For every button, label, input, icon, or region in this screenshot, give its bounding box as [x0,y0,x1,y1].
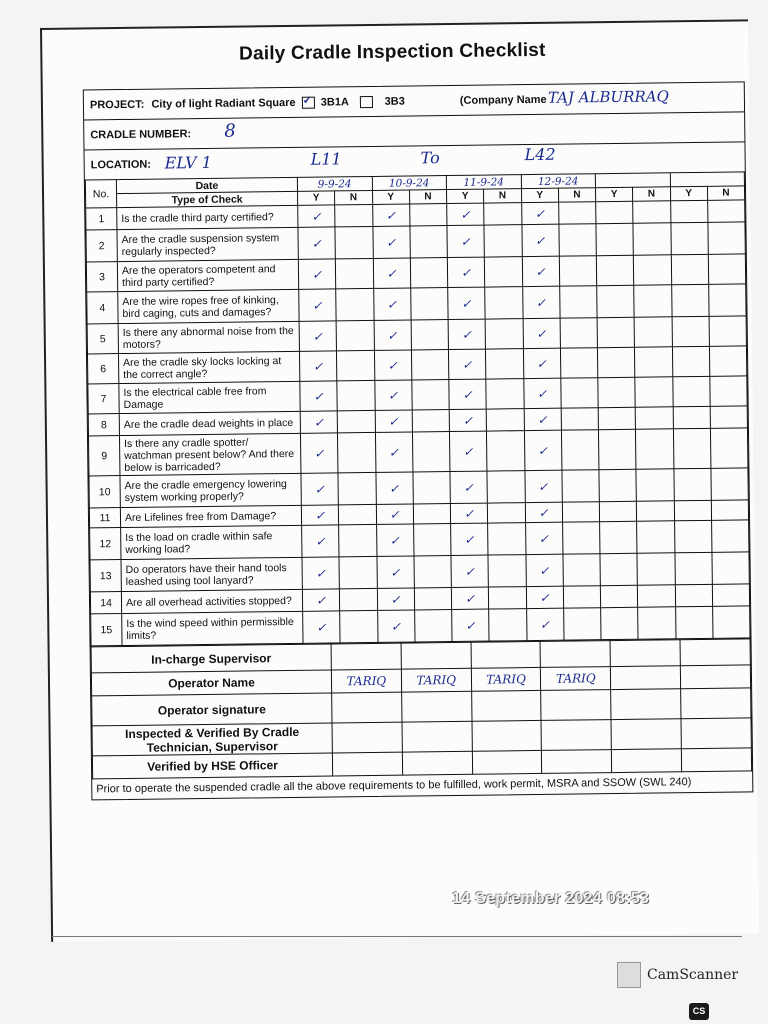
check-cell[interactable] [485,287,523,319]
camscanner-watermark [617,962,738,988]
company-value: TAJ ALBURRAQ [547,87,669,107]
yes-tick-mark[interactable]: ✓ [298,227,336,259]
check-cell[interactable] [635,347,673,377]
check-cell[interactable] [674,500,711,520]
check-cell[interactable] [336,320,374,350]
check-cell[interactable] [596,255,634,285]
check-cell[interactable] [598,407,636,429]
yes-tick-mark[interactable]: ✓ [524,430,562,470]
yes-tick-mark[interactable]: ✓ [377,610,415,642]
type-of-check-header: Type of Check [117,191,298,207]
yes-tick-mark[interactable]: ✓ [522,256,560,286]
yes-tick-mark[interactable]: ✓ [299,289,337,321]
signature-cell[interactable] [541,720,611,751]
check-cell[interactable] [600,521,638,553]
check-cell[interactable] [414,588,452,610]
check-cell[interactable] [485,257,523,287]
footer-note: Prior to operate the suspended cradle all the above requirements to be fulfilled, work permit, MSRA and SSOW (SWL 240) [96,776,692,796]
check-cell[interactable] [673,406,711,428]
row-number: 8 [88,414,119,436]
row-number: 6 [87,354,118,384]
option-3b1a-label: 3B1A [320,96,349,109]
operator-signature-row-label: Operator signature [92,693,332,726]
check-cell[interactable] [410,258,448,288]
yes-tick-mark[interactable]: ✓ [302,525,340,557]
check-cell[interactable] [340,610,378,642]
page-edge-line [52,936,742,937]
yes-tick-mark[interactable]: ✓ [447,203,485,225]
location-value-2: L11 [310,149,342,169]
check-cell[interactable] [709,346,747,376]
check-cell[interactable] [486,409,524,431]
no-column-header: N [633,187,670,201]
check-cell[interactable] [674,552,712,584]
signature-cell[interactable] [681,688,751,719]
yes-tick-mark[interactable]: ✓ [450,471,488,503]
yes-tick-mark[interactable]: ✓ [450,503,487,523]
check-cell[interactable] [411,350,449,380]
check-question: Are the operators competent and third party certified? [117,259,298,291]
check-question: Are the cradle suspension system regularly inspected? [117,227,298,261]
yes-tick-mark[interactable]: ✓ [374,320,412,350]
check-cell[interactable] [487,471,525,503]
check-question: Is the cradle third party certified? [117,205,298,229]
operator-name-value[interactable]: TARIQ [331,669,401,693]
yes-tick-mark[interactable]: ✓ [376,504,413,524]
check-cell[interactable] [636,429,674,469]
checklist-form [83,81,754,800]
yes-tick-mark[interactable]: ✓ [302,589,340,611]
yes-tick-mark[interactable]: ✓ [523,378,561,408]
check-cell[interactable] [638,585,676,607]
yes-tick-mark[interactable]: ✓ [447,257,485,287]
operator-name-row-label: Operator Name [91,670,331,696]
location-value-3: To [420,148,440,168]
date-cell: 11-9-24 [446,175,521,190]
scan-timestamp: 14 September 2024 08:53 [452,890,650,907]
row-number: 14 [90,592,121,614]
check-cell[interactable] [712,584,750,606]
check-cell[interactable] [410,226,448,258]
yes-tick-mark[interactable]: ✓ [451,523,489,555]
check-question: Are the wire ropes free of kinking, bird caging, cuts and damages? [118,289,299,323]
signature-cell[interactable] [332,722,402,753]
check-cell[interactable] [637,553,675,585]
yes-tick-mark[interactable]: ✓ [521,224,559,256]
yes-tick-mark[interactable]: ✓ [451,587,489,609]
hse-officer-row-label: Verified by HSE Officer [92,753,332,779]
yes-tick-mark[interactable]: ✓ [376,524,414,556]
check-cell[interactable] [596,201,634,223]
check-question: Is there any cradle spotter/ watchman present below? And there below is barricaded? [119,433,300,475]
check-cell[interactable] [600,553,638,585]
yes-tick-mark[interactable]: ✓ [523,348,561,378]
check-cell[interactable] [338,472,376,504]
check-cell[interactable] [486,349,524,379]
yes-tick-mark[interactable]: ✓ [524,470,562,502]
row-number: 7 [88,384,119,414]
signature-cell[interactable] [332,692,402,723]
check-question: Is the load on cradle within safe working load? [121,525,302,559]
signature-cell[interactable] [332,752,402,776]
signature-table [91,638,753,779]
yes-column-header: Y [372,190,409,204]
check-cell[interactable] [561,408,599,430]
check-cell[interactable] [562,470,600,502]
check-cell[interactable] [559,286,597,318]
yes-tick-mark[interactable]: ✓ [300,381,338,411]
row-number: 13 [90,560,121,592]
signature-cell[interactable] [611,689,681,720]
yes-tick-mark[interactable]: ✓ [525,554,563,586]
yes-tick-mark[interactable]: ✓ [526,608,564,640]
check-cell[interactable] [633,201,671,223]
yes-tick-mark[interactable]: ✓ [525,502,562,522]
check-cell[interactable] [409,204,447,226]
signature-cell[interactable] [611,666,681,690]
inspected-verified-row-label: Inspected & Verified By Cradle Technician, Supervisor [92,723,332,756]
yes-tick-mark[interactable]: ✓ [525,522,563,554]
check-cell[interactable] [709,316,747,346]
signature-cell[interactable] [611,719,681,750]
yes-tick-mark[interactable]: ✓ [372,204,410,226]
signature-cell[interactable] [401,642,471,669]
yes-tick-mark[interactable]: ✓ [522,286,560,318]
signature-cell[interactable] [612,749,682,773]
check-question: Do operators have their hand tools leashed using tool lanyard? [121,557,302,591]
check-cell[interactable] [558,202,596,224]
check-cell[interactable] [636,469,674,501]
no-column-header: N [335,190,372,204]
date-cell [595,173,670,188]
check-cell[interactable] [598,429,636,469]
signature-cell[interactable] [471,641,541,668]
check-cell[interactable] [561,378,599,408]
yes-tick-mark[interactable]: ✓ [301,473,339,505]
yes-tick-mark[interactable]: ✓ [301,505,338,525]
yes-tick-mark[interactable]: ✓ [449,409,487,431]
check-cell[interactable] [413,472,451,504]
check-cell[interactable] [337,380,375,410]
yes-tick-mark[interactable]: ✓ [376,556,414,588]
check-cell[interactable] [337,350,375,380]
check-cell[interactable] [488,503,525,523]
date-cell: 9-9-24 [297,176,372,191]
check-cell[interactable] [672,346,710,376]
check-cell[interactable] [634,285,672,317]
row-number: 9 [88,436,119,476]
yes-column-header: Y [595,187,632,201]
check-cell[interactable] [339,504,376,524]
yes-tick-mark[interactable]: ✓ [374,350,412,380]
check-cell[interactable] [489,587,527,609]
check-cell[interactable] [560,348,598,378]
check-cell[interactable] [708,222,746,254]
check-cell[interactable] [335,226,373,258]
document-title: Daily Cradle Inspection Checklist [238,39,546,65]
no-column-header: N [558,188,595,202]
check-cell[interactable] [711,500,748,520]
check-cell[interactable] [563,608,601,640]
check-cell[interactable] [673,468,711,500]
no-column-header: N [707,186,744,200]
option-3b1a-checkbox[interactable] [302,97,315,109]
check-cell[interactable] [560,318,598,348]
row-number: 10 [89,476,120,508]
yes-tick-mark[interactable]: ✓ [447,225,485,257]
check-cell[interactable] [340,588,378,610]
check-cell[interactable] [599,501,636,521]
yes-tick-mark[interactable]: ✓ [375,472,413,504]
yes-tick-mark[interactable]: ✓ [377,588,415,610]
check-cell[interactable] [484,203,522,225]
signature-cell[interactable] [610,640,680,667]
camscanner-text: CamScanner [647,967,739,983]
check-cell[interactable] [711,520,749,552]
check-cell[interactable] [675,606,713,638]
yes-tick-mark[interactable]: ✓ [300,433,338,473]
yes-column-header: Y [670,186,707,200]
check-cell[interactable] [671,284,709,316]
check-cell[interactable] [413,504,450,524]
no-column-header: N [484,189,521,203]
check-cell[interactable] [598,377,636,407]
yes-tick-mark[interactable]: ✓ [375,432,413,472]
camscanner-logo-icon [617,962,641,988]
yes-tick-mark[interactable]: ✓ [523,318,561,348]
date-cell: 12-9-24 [521,174,596,189]
yes-tick-mark[interactable]: ✓ [303,611,341,643]
row-number: 2 [86,230,117,262]
check-cell[interactable] [712,552,750,584]
check-cell[interactable] [559,224,597,256]
yes-tick-mark[interactable]: ✓ [524,408,562,430]
check-cell[interactable] [489,609,527,641]
yes-tick-mark[interactable]: ✓ [298,259,336,289]
row-number: 4 [87,292,118,324]
check-cell[interactable] [675,584,713,606]
signature-cell[interactable] [541,690,611,721]
check-cell[interactable] [336,288,374,320]
operator-name-value[interactable]: TARIQ [471,667,541,691]
yes-tick-mark[interactable]: ✓ [299,321,337,351]
check-cell[interactable] [634,317,672,347]
incharge-supervisor-row-label: In-charge Supervisor [91,644,331,673]
signature-cell[interactable] [401,691,471,722]
project-name: City of light Radiant Square [151,96,296,111]
yes-tick-mark[interactable]: ✓ [302,557,340,589]
yes-tick-mark[interactable]: ✓ [448,349,486,379]
cradle-value: 8 [224,120,236,142]
check-question: Is the electrical cable free from Damage [119,381,300,413]
yes-tick-mark[interactable]: ✓ [373,258,411,288]
yes-tick-mark[interactable]: ✓ [373,288,411,320]
check-cell[interactable] [412,432,450,472]
check-cell[interactable] [637,501,674,521]
check-cell[interactable] [600,585,638,607]
yes-tick-mark[interactable]: ✓ [298,205,336,227]
yes-column-header: Y [447,189,484,203]
check-cell[interactable] [485,319,523,349]
inspection-table [85,171,751,646]
check-cell[interactable] [674,520,712,552]
row-number: 12 [90,528,121,560]
signature-cell[interactable] [331,643,401,670]
check-cell[interactable] [412,380,450,410]
check-cell[interactable] [562,522,600,554]
option-3b3-checkbox[interactable] [359,96,372,108]
check-question: Is there any abnormal noise from the motors? [118,321,299,353]
option-3b3-label: 3B3 [384,95,405,108]
signature-cell[interactable] [681,748,751,772]
yes-tick-mark[interactable]: ✓ [300,411,338,433]
cradle-label: CRADLE NUMBER: [90,128,192,142]
check-cell[interactable] [562,502,599,522]
check-cell[interactable] [671,254,709,284]
check-cell[interactable] [563,554,601,586]
row-number: 5 [87,324,118,354]
yes-tick-mark[interactable]: ✓ [521,202,559,224]
check-cell[interactable] [601,607,639,639]
check-question: Is the wind speed within permissible limits? [122,611,303,645]
check-cell[interactable] [597,347,635,377]
check-cell[interactable] [338,432,376,472]
date-cell: 10-9-24 [372,176,447,191]
check-question: Are the cradle dead weights in place [119,411,300,435]
date-header: Date [116,177,297,193]
check-cell[interactable] [484,225,522,257]
check-cell[interactable] [635,407,673,429]
check-cell[interactable] [710,376,748,406]
check-cell[interactable] [670,222,708,254]
check-cell[interactable] [563,586,601,608]
check-cell[interactable] [638,607,676,639]
yes-tick-mark[interactable]: ✓ [449,379,487,409]
check-cell[interactable] [335,204,373,226]
check-cell[interactable] [596,223,634,255]
yes-column-header: Y [521,188,558,202]
yes-tick-mark[interactable]: ✓ [372,226,410,258]
row-number: 15 [91,614,122,646]
row-number: 1 [86,208,117,230]
yes-tick-mark[interactable]: ✓ [449,431,487,471]
operator-name-value[interactable]: TARIQ [541,667,611,691]
check-cell[interactable] [670,200,708,222]
check-cell[interactable] [410,288,448,320]
yes-tick-mark[interactable]: ✓ [299,351,337,381]
check-cell[interactable] [708,254,746,284]
operator-name-value[interactable]: TARIQ [401,668,471,692]
check-cell[interactable] [635,377,673,407]
signature-cell[interactable] [680,639,750,666]
check-cell[interactable] [634,255,672,285]
location-value-4: L42 [524,144,556,165]
check-cell[interactable] [710,428,748,468]
check-cell[interactable] [414,556,452,588]
location-value-1: ELV 1 [164,152,213,173]
signature-cell[interactable] [542,750,612,774]
check-cell[interactable] [339,556,377,588]
checklist-sheet [40,19,759,942]
check-cell[interactable] [712,606,750,638]
check-cell[interactable] [414,610,452,642]
check-cell[interactable] [339,524,377,556]
check-cell[interactable] [637,521,675,553]
check-cell[interactable] [488,555,526,587]
check-cell[interactable] [561,430,599,470]
check-cell[interactable] [486,379,524,409]
check-cell[interactable] [708,284,746,316]
check-cell[interactable] [633,223,671,255]
check-cell[interactable] [597,285,635,317]
check-cell[interactable] [599,469,637,501]
check-question: Are Lifelines free from Damage? [120,505,301,527]
check-cell[interactable] [336,258,374,288]
location-label: LOCATION: [90,158,152,172]
signature-cell[interactable] [541,641,611,668]
yes-tick-mark[interactable]: ✓ [452,609,490,641]
check-cell[interactable] [411,320,449,350]
check-cell[interactable] [672,316,710,346]
yes-tick-mark[interactable]: ✓ [375,410,413,432]
check-cell[interactable] [559,256,597,286]
check-cell[interactable] [412,410,450,432]
yes-tick-mark[interactable]: ✓ [451,555,489,587]
yes-tick-mark[interactable]: ✓ [374,380,412,410]
check-cell[interactable] [487,431,525,471]
check-cell[interactable] [337,410,375,432]
cs-badge-icon: CS [689,1003,709,1020]
check-question: Are all overhead activities stopped? [121,589,302,613]
check-cell[interactable] [673,428,711,468]
check-cell[interactable] [597,317,635,347]
signature-cell[interactable] [680,665,750,689]
signature-cell[interactable] [471,690,541,721]
check-cell[interactable] [413,524,451,556]
check-question: Are the cradle emergency lowering system working properly? [120,473,301,507]
no-column-header: N [409,190,446,204]
no-header: No. [85,180,116,208]
yes-tick-mark[interactable]: ✓ [448,319,486,349]
check-question: Are the cradle sky locks locking at the correct angle? [118,351,299,383]
company-label: (Company Name [459,93,547,107]
check-cell[interactable] [488,523,526,555]
signature-cell[interactable] [681,718,751,749]
check-cell[interactable] [672,376,710,406]
project-label: PROJECT: [89,98,145,112]
yes-tick-mark[interactable]: ✓ [448,287,486,319]
signature-cell[interactable] [402,721,472,752]
row-number: 3 [86,262,117,292]
row-number: 11 [89,508,120,528]
yes-tick-mark[interactable]: ✓ [526,586,564,608]
date-cell [670,172,745,187]
signature-cell[interactable] [402,751,472,775]
check-cell[interactable] [707,200,745,222]
check-cell[interactable] [710,406,748,428]
check-cell[interactable] [711,468,749,500]
signature-cell[interactable] [472,750,542,774]
yes-column-header: Y [298,191,335,205]
signature-cell[interactable] [472,720,542,751]
